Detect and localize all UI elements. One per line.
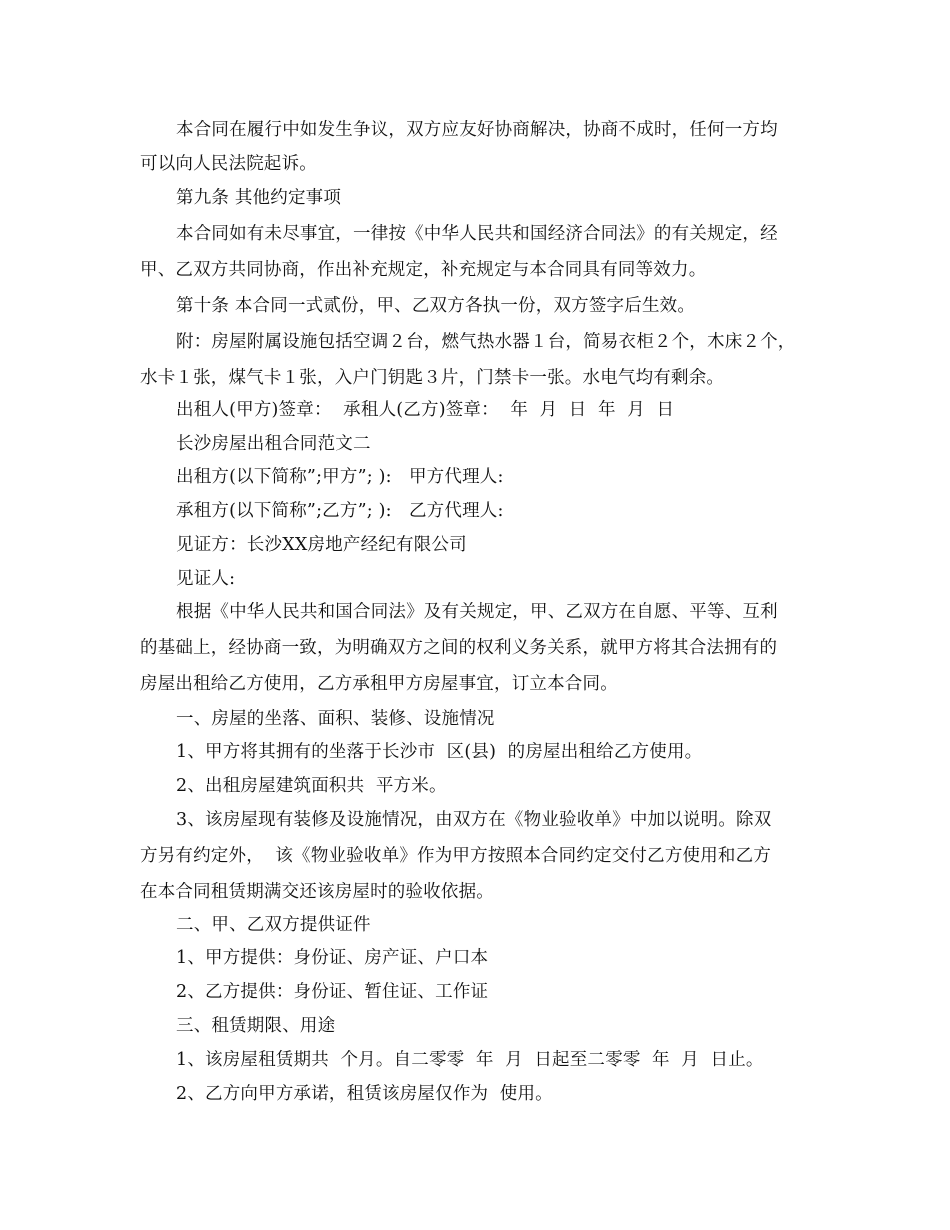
- section-heading: 三、租赁期限、用途: [176, 1016, 336, 1036]
- section-heading: 二、甲、乙双方提供证件: [176, 915, 371, 935]
- paragraph-line: 2、出租房屋建筑面积共 平方米。: [176, 776, 447, 796]
- paragraph-line: 3、该房屋现有装修及设施情况，由双方在《物业验收单》中加以说明。除双: [176, 810, 772, 830]
- section-heading: 第九条 其他约定事项: [176, 188, 342, 208]
- paragraph-line: 水卡１张，煤气卡１张，入户门钥匙３片，门禁卡一张。水电气均有剩余。: [140, 368, 725, 388]
- paragraph-line: 根据《中华人民共和国合同法》及有关规定，甲、乙双方在自愿、平等、互利: [176, 602, 778, 622]
- paragraph-line: 本合同在履行中如发生争议，双方应友好协商解决，协商不成时，任何一方均: [176, 120, 778, 140]
- paragraph-line: 1、甲方提供：身份证、房产证、户口本: [176, 948, 489, 968]
- document-title: 长沙房屋出租合同范文二: [176, 434, 371, 454]
- paragraph-line: 可以向人民法院起诉。: [140, 154, 317, 174]
- paragraph-line: 2、乙方提供：身份证、暂住证、工作证: [176, 982, 489, 1002]
- paragraph-line: 附：房屋附属设施包括空调２台，燃气热水器１台，简易衣柜２个，木床２个，: [176, 332, 796, 352]
- party-line: 承租方(以下简称”;乙方”; ): 乙方代理人:: [176, 501, 504, 521]
- section-heading: 一、房屋的坐落、面积、装修、设施情况: [176, 709, 495, 729]
- signature-line: 出租人(甲方)签章： 承租人(乙方)签章： 年 月 日 年 月 日: [176, 400, 675, 420]
- witness-line: 见证人:: [176, 569, 236, 589]
- paragraph-line: 在本合同租赁期满交还该房屋时的验收依据。: [140, 882, 494, 902]
- party-line: 出租方(以下简称”;甲方”; ): 甲方代理人:: [176, 467, 504, 487]
- paragraph-line: 1、该房屋租赁期共 个月。自二零零 年 月 日起至二零零 年 月 日止。: [176, 1050, 764, 1070]
- paragraph-line: 第十条 本合同一式贰份，甲、乙双方各执一份，双方签字后生效。: [176, 296, 696, 316]
- paragraph-line: 本合同如有未尽事宜，一律按《中华人民共和国经济合同法》的有关规定，经: [176, 224, 778, 244]
- paragraph-line: 房屋出租给乙方使用，乙方承租甲方房屋事宜，订立本合同。: [140, 674, 618, 694]
- paragraph-line: 甲、乙双方共同协商，作出补充规定，补充规定与本合同具有同等效力。: [140, 260, 707, 280]
- paragraph-line: 2、乙方向甲方承诺，租赁该房屋仅作为 使用。: [176, 1084, 553, 1104]
- witness-line: 见证方：长沙XX房地产经纪有限公司: [176, 535, 467, 555]
- paragraph-line: 1、甲方将其拥有的坐落于长沙市 区(县) 的房屋出租给乙方使用。: [176, 742, 703, 762]
- paragraph-line: 的基础上，经协商一致，为明确双方之间的权利义务关系，就甲方将其合法拥有的: [140, 638, 778, 658]
- paragraph-line: 方另有约定外， 该《物业验收单》作为甲方按照本合同约定交付乙方使用和乙方: [140, 846, 772, 866]
